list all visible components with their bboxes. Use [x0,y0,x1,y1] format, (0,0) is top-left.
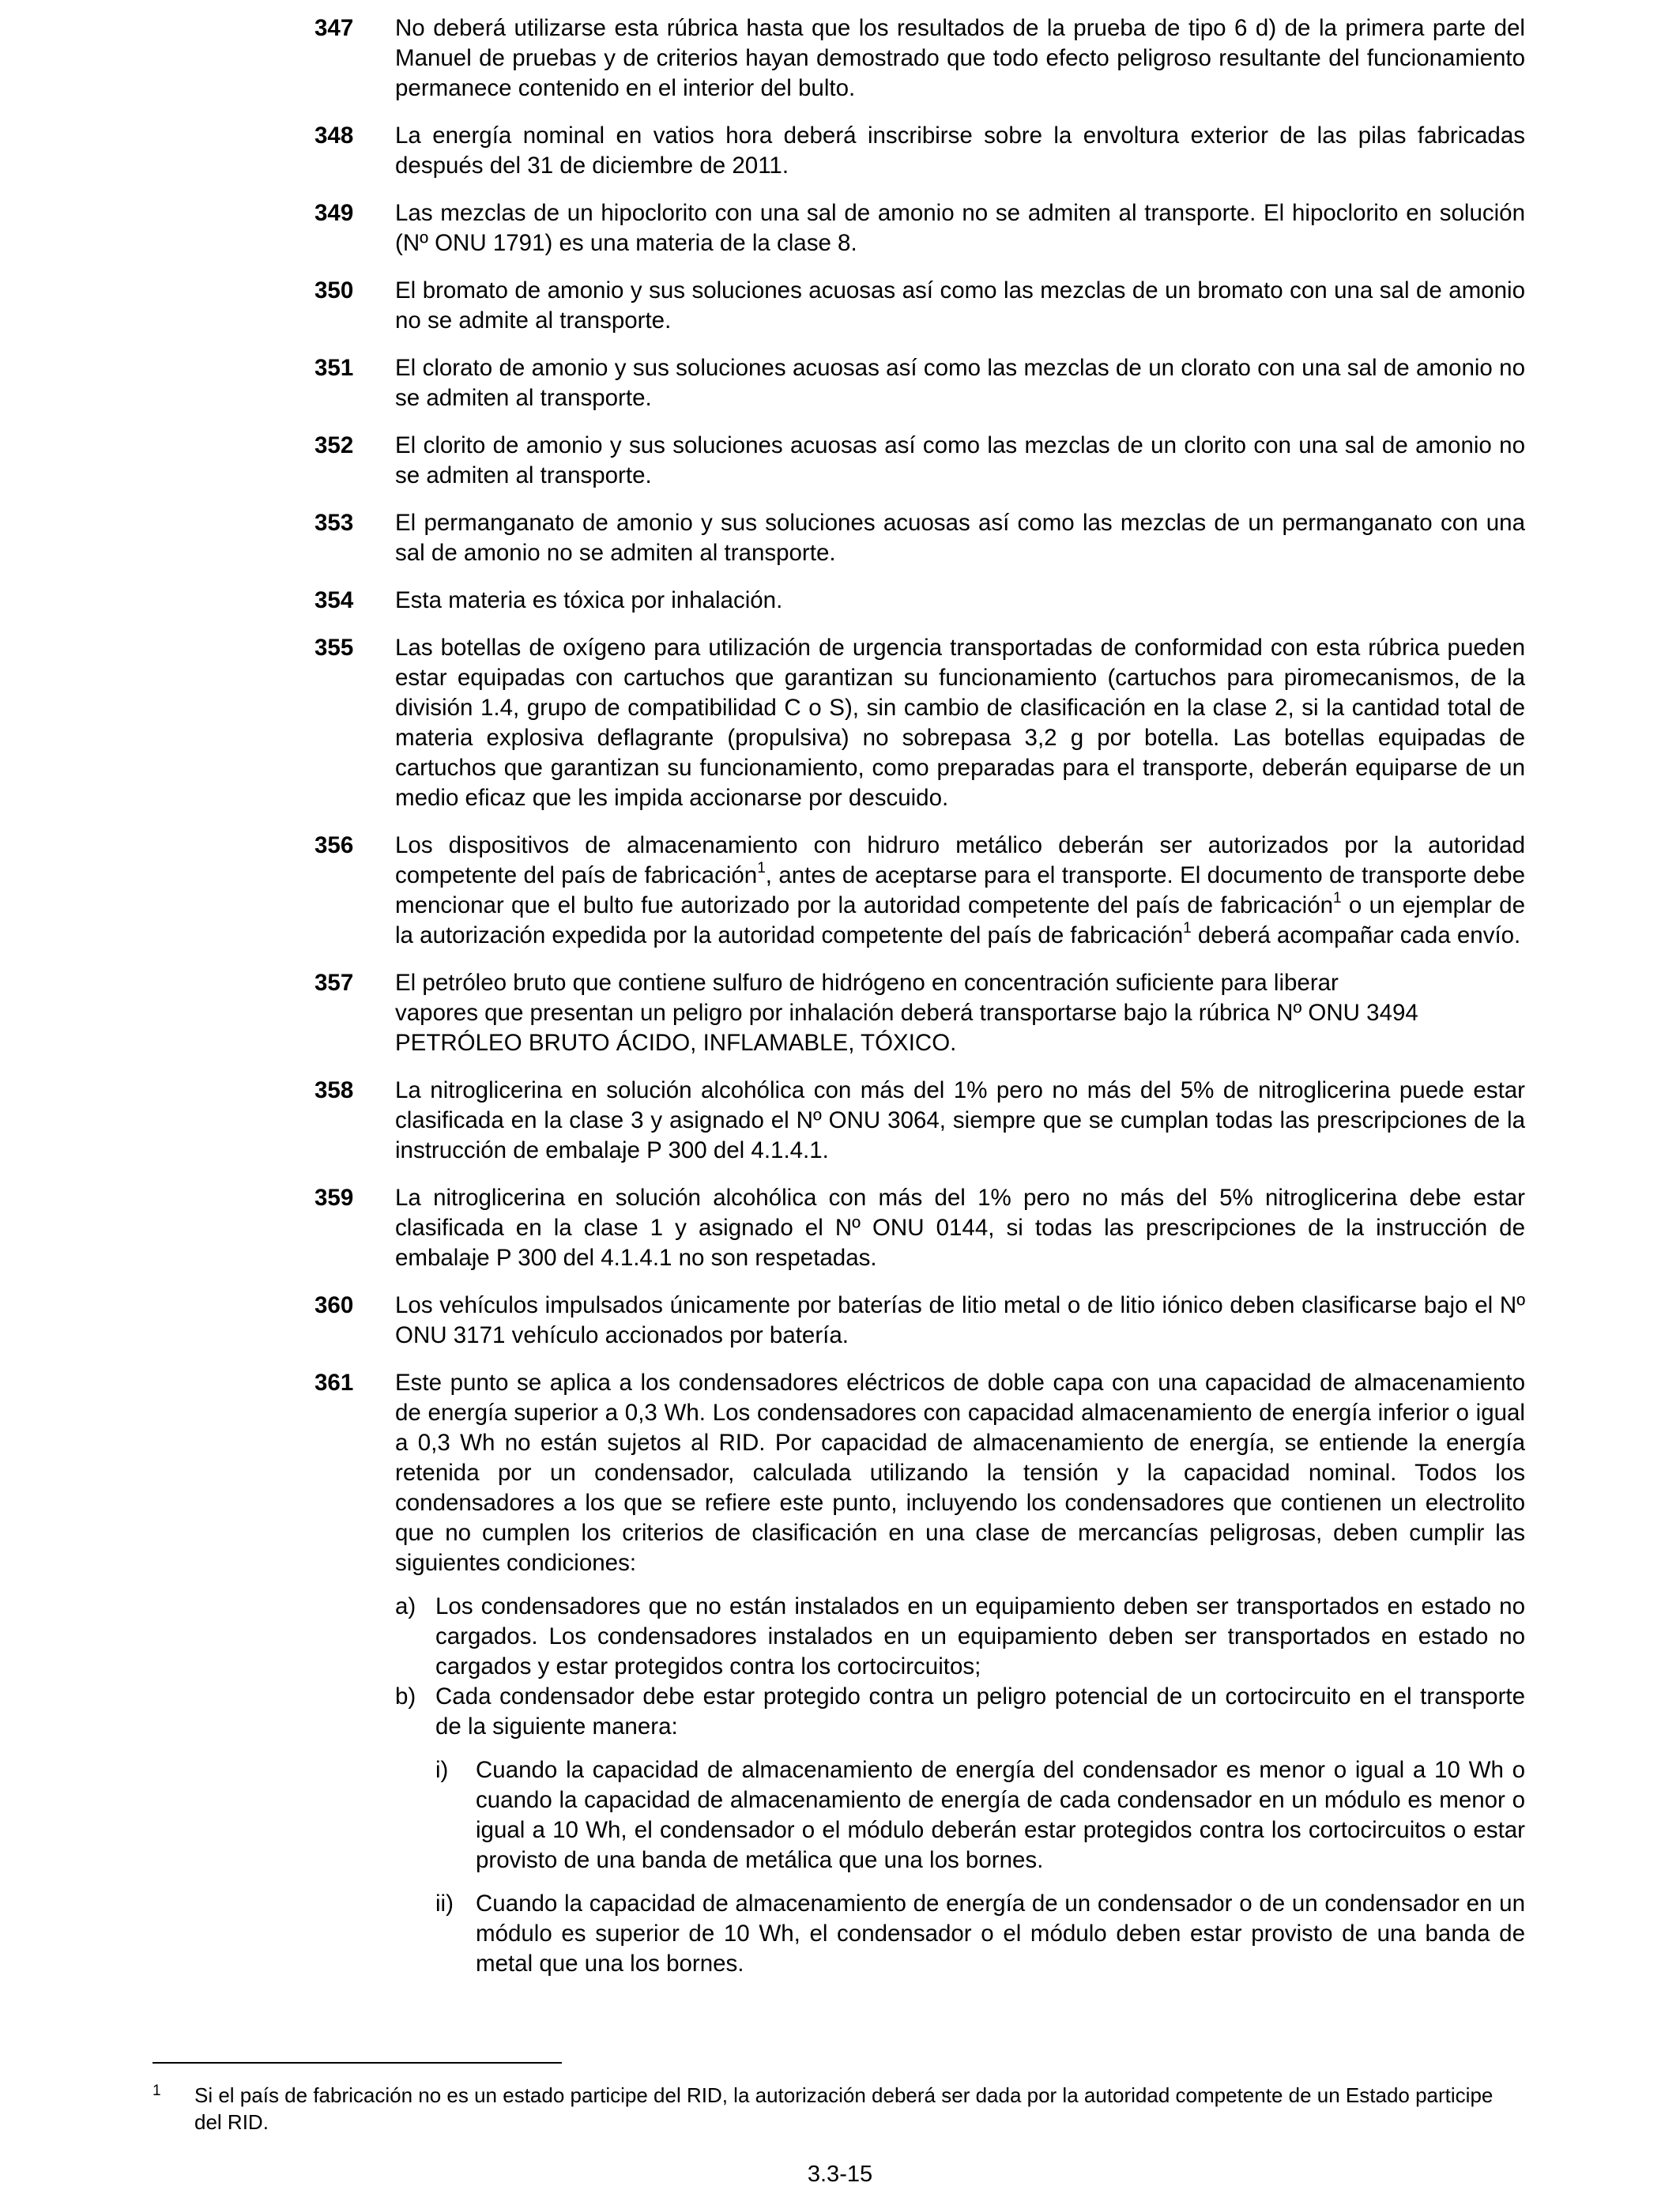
provision-text: No deberá utilizarse esta rúbrica hasta que los resultados de la prueba de tipo 6 d) de la primera parte del Manuel de pruebas y de criterios hayan demostrado que todo efecto peligroso resultante del funcionamiento permanece contenido en el interior del bulto. [395,15,1525,101]
footnote-text: Si el país de fabricación no es un estado participe del RID, la autorización deberá ser dada por la autoridad competente de un Estado participe del RID. [194,2083,1494,2134]
footnote-reference: 1 [1333,890,1342,907]
provision-text: La nitroglicerina en solución alcohólica con más del 1% pero no más del 5% nitroglicerina debe estar clasificada en la clase 1 y asignado el Nº ONU 0144, si todas las prescripciones de la instrucción de embalaje P 300 del 4.1.4.1 no son respetadas. [395,1185,1525,1271]
provision-number: 351 [315,355,354,381]
provision-number: 347 [315,15,354,41]
provision-text-part: , antes de aceptarse para el transporte. El documento de transporte debe mencionar que el bulto fue autorizado por la autoridad competente del país de fabricación [395,862,1525,918]
condition-label: b) [395,1683,416,1710]
provision-348 [315,121,1525,181]
footnote-reference: 1 [1183,920,1192,937]
provision-text-line: El petróleo bruto que contiene sulfuro de hidrógeno en concentración suficiente para liberar [395,970,1339,996]
provision-text [395,831,1525,951]
provision-352 [315,431,1525,491]
provision-text: Las mezclas de un hipoclorito con una sal de amonio no se admiten al transporte. El hipoclorito en solución (Nº ONU 1791) es una materia de la clase 8. [395,200,1525,256]
provision-number: 360 [315,1292,354,1318]
subcondition-text: Cuando la capacidad de almacenamiento de energía del condensador es menor o igual a 10 Wh o cuando la capacidad de almacenamiento de energía de cada condensador en un módulo es menor o igual a 10 Wh, el condensador o el módulo deberán estar protegidos contra los cortocircuitos o estar provisto de una banda de metálica que una los bornes. [476,1757,1525,1873]
provision-354 [315,586,1525,616]
provision-text: Este punto se aplica a los condensadores eléctricos de doble capa con una capacidad de almacenamiento de energía superior a 0,3 Wh. Los condensadores con capacidad almacenamiento de energía inferior o igual a 0,3 Wh no están sujetos al RID. Por capacidad de almacenamiento de energía, se entiende la energía retenida por un condensador, calculada utilizando la tensión y la capacidad nominal. Todos los condensadores a los que se refiere este punto, incluyendo los condensadores que contienen un electrolito que no cumplen los criterios de clasificación en una clase de mercancías peligrosas, deben cumplir las siguientes condiciones: [395,1370,1525,1576]
provision-number: 352 [315,432,354,458]
provision-357 [315,968,1525,1058]
provision-number: 348 [315,123,354,149]
footnote [153,2082,1526,2136]
provision-356 [315,831,1525,951]
provision-355 [315,633,1525,813]
provision-text: La energía nominal en vatios hora deberá inscribirse sobre la envoltura exterior de las pilas fabricadas después del 31 de diciembre de 2011. [395,123,1525,179]
provision-347 [315,13,1525,104]
footnote-mark: 1 [153,2083,161,2099]
provision-text [395,968,1525,1058]
provision-text: El clorito de amonio y sus soluciones acuosas así como las mezclas de un clorito con una sal de amonio no se admiten al transporte. [395,432,1525,488]
provision-text-line: vapores que presentan un peligro por inhalación deberá transportarse bajo la rúbrica Nº ONU 3494 [395,1000,1418,1026]
provision-number: 361 [315,1370,354,1396]
subcondition-item-ii [435,1889,1525,1979]
provision-number: 355 [315,635,354,661]
subcondition-label: i) [435,1757,449,1783]
provision-text-part: o un ejemplar de la autorización expedida por la autoridad competente del país de fabricación [395,892,1525,948]
provision-text-part: deberá acompañar cada envío. [1191,922,1521,948]
condition-item-b [395,1682,1525,1742]
provision-text: El permanganato de amonio y sus soluciones acuosas así como las mezclas de un permanganato con una sal de amonio no se admiten al transporte. [395,510,1525,566]
condition-label: a) [395,1593,416,1619]
footnote-separator [153,2062,562,2064]
provision-body [395,1368,1525,1992]
provision-text: Los vehículos impulsados únicamente por baterías de litio metal o de litio iónico deben clasificarse bajo el Nº ONU 3171 vehículo accionados por batería. [395,1292,1525,1348]
provision-361 [315,1368,1525,1992]
special-provisions-list [315,13,1525,2010]
provision-text: Las botellas de oxígeno para utilización de urgencia transportadas de conformidad con esta rúbrica pueden estar equipadas con cartuchos que garantizan su funcionamiento (cartuchos para piromecanismos, de la división 1.4, grupo de compatibilidad C o S), sin cambio de clasificación en la clase 2, si la cantidad total de materia explosiva deflagrante (propulsiva) no sobrepasa 3,2 g por botella. Las botellas equipadas de cartuchos que garantizan su funcionamiento, como preparadas para el transporte, deberán equiparse de un medio eficaz que les impida accionarse por descuido. [395,635,1525,811]
provision-text: La nitroglicerina en solución alcohólica con más del 1% pero no más del 5% de nitroglicerina puede estar clasificada en la clase 3 y asignado el Nº ONU 3064, siempre que se cumplan todas las prescripciones de la instrucción de embalaje P 300 del 4.1.4.1. [395,1077,1525,1163]
provision-text-line: PETRÓLEO BRUTO ÁCIDO, INFLAMABLE, TÓXICO. [395,1030,957,1056]
provision-text: Esta materia es tóxica por inhalación. [395,587,783,613]
footnote-reference: 1 [757,860,766,877]
subcondition-item-i [435,1755,1525,1875]
provision-349 [315,198,1525,258]
provision-text: El bromato de amonio y sus soluciones acuosas así como las mezclas de un bromato con una sal de amonio no se admite al transporte. [395,277,1525,334]
provision-number: 354 [315,587,354,613]
provision-350 [315,276,1525,336]
provision-number: 359 [315,1185,354,1211]
subcondition-list [435,1755,1525,1979]
provision-358 [315,1076,1525,1166]
condition-text: Los condensadores que no están instalados en un equipamiento deben ser transportados en estado no cargados. Los condensadores instalados en un equipamiento deben ser transportados en estado no cargados y estar protegidos contra los cortocircuitos; [435,1593,1525,1679]
provision-359 [315,1183,1525,1273]
condition-text: Cada condensador debe estar protegido contra un peligro potencial de un cortocircuito en el transporte de la siguiente manera: [435,1683,1525,1740]
provision-number: 358 [315,1077,354,1103]
provision-number: 350 [315,277,354,303]
provision-number: 357 [315,970,354,996]
page-number: 3.3-15 [807,2162,873,2187]
condition-item-a [395,1592,1525,1682]
provision-360 [315,1291,1525,1351]
provision-number: 353 [315,510,354,536]
provision-text-part: Los dispositivos de almacenamiento con hidruro metálico deberán ser autorizados por la autoridad competente del país de fabricación [395,832,1525,888]
subcondition-label: ii) [435,1891,454,1917]
subcondition-text: Cuando la capacidad de almacenamiento de energía de un condensador o de un condensador en un módulo es superior de 10 Wh, el condensador o el módulo deben estar provisto de una banda de metal que una los bornes. [476,1891,1525,1977]
provision-text: El clorato de amonio y sus soluciones acuosas así como las mezclas de un clorato con una sal de amonio no se admiten al transporte. [395,355,1525,411]
provision-number: 349 [315,200,354,226]
provision-353 [315,508,1525,568]
provision-351 [315,353,1525,413]
provision-number: 356 [315,832,354,858]
condition-list [395,1592,1525,1979]
